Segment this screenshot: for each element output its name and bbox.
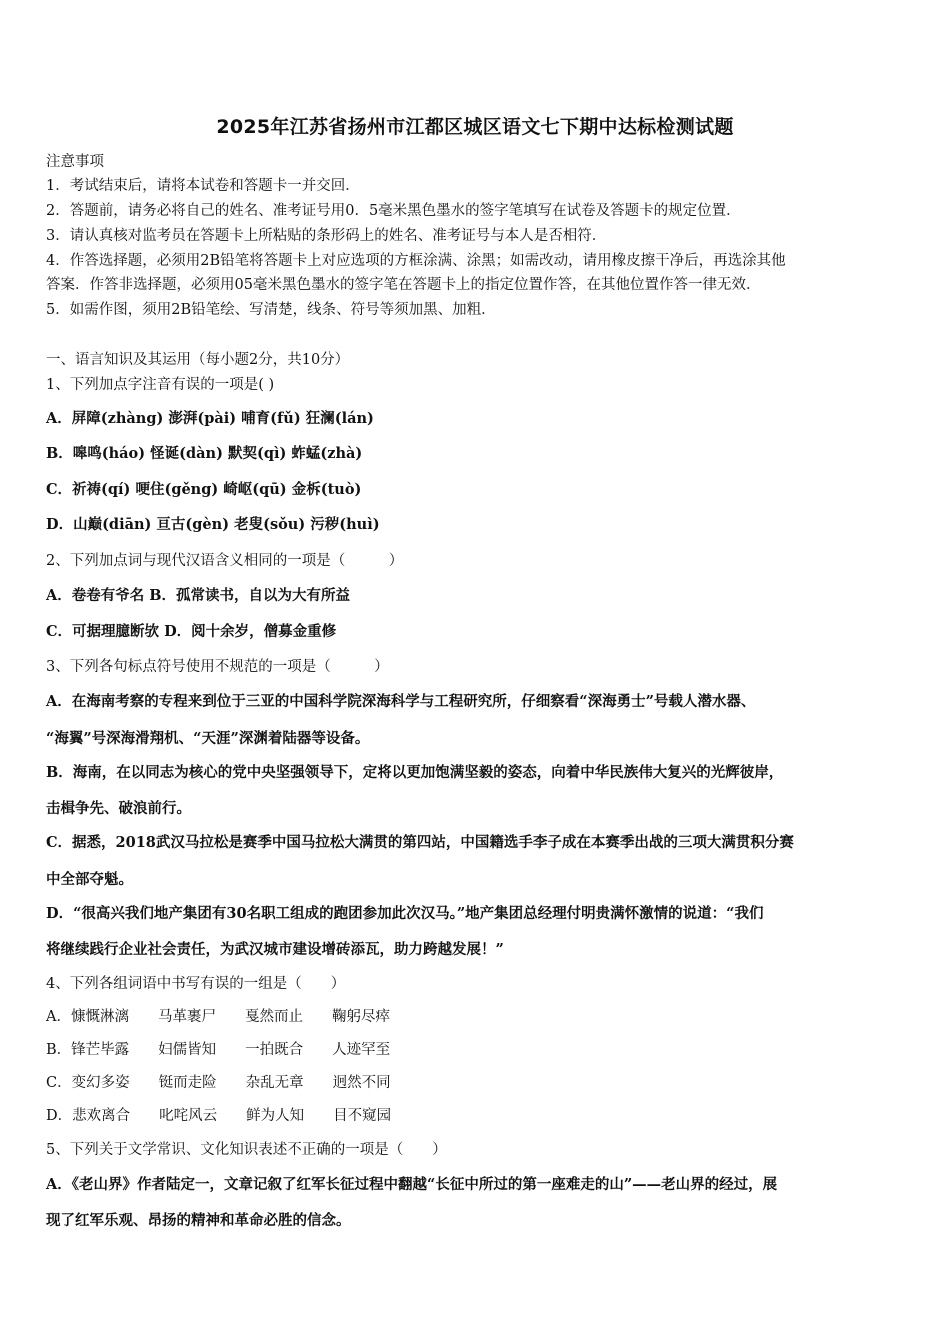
- question-3-option: “海翼”号深海滑翔机、“天涯”深渊着陆器等设备。: [46, 730, 370, 747]
- question-3-option: 击楫争先、破浪前行。: [46, 800, 191, 817]
- question-4-option: A．慷慨淋漓 马革裹尸 戛然而止 鞠躬尽瘁: [46, 1009, 390, 1025]
- note-item: 答案．作答非选择题，必须用05毫米黑色墨水的签字笔在答题卡上的指定位置作答，在其他位置作答一律无效．: [46, 277, 761, 293]
- question-1-option: D．山巅(diān) 亘古(gèn) 老叟(sǒu) 污秽(huì): [46, 516, 380, 533]
- note-item: 4．作答选择题，必须用2B铅笔将答题卡上对应选项的方框涂满、涂黑；如需改动，请用橡皮擦干净后，再选涂其他: [46, 253, 786, 269]
- question-1-stem: 1、下列加点字注音有误的一项是( ): [46, 377, 275, 393]
- question-4-option: C．变幻多姿 铤而走险 杂乱无章 迥然不同: [46, 1075, 391, 1091]
- question-5-option: 现了红军乐观、昂扬的精神和革命必胜的信念。: [46, 1212, 351, 1229]
- question-3-option: C．据悉，2018武汉马拉松是赛季中国马拉松大满贯的第四站，中国籍选手李子成在本赛季出战的三项大满贯积分赛: [46, 834, 794, 851]
- note-item: 5．如需作图，须用2B铅笔绘、写清楚，线条、符号等须加黑、加粗．: [46, 302, 496, 318]
- question-5-option: A．《老山界》作者陆定一，文章记叙了红军长征过程中翻越“长征中所过的第一座难走的山”——老山界的经过，展: [46, 1176, 778, 1193]
- question-4-option: D．悲欢离合 叱咤风云 鲜为人知 目不窥园: [46, 1108, 392, 1124]
- question-1-option: C．祈祷(qí) 哽住(gěng) 崎岖(qū) 金柝(tuò): [46, 481, 362, 498]
- question-3-option: A．在海南考察的专程来到位于三亚的中国科学院深海科学与工程研究所，仔细察看“深海勇士”号载人潜水器、: [46, 693, 756, 710]
- question-2-option: C．可据理臆断欤 D．阅十余岁，僧募金重修: [46, 623, 337, 640]
- page-title: 2025年江苏省扬州市江都区城区语文七下期中达标检测试题: [216, 116, 734, 138]
- note-item: 2．答题前，请务必将自己的姓名、准考证号用0．5毫米黑色墨水的签字笔填写在试卷及答题卡的规定位置．: [46, 203, 741, 219]
- question-3-stem: 3、下列各句标点符号使用不规范的一项是（ ）: [46, 659, 389, 675]
- question-3-option: 中全部夺魁。: [46, 871, 133, 888]
- section-heading: 一、语言知识及其运用（每小题2分，共10分）: [46, 352, 350, 368]
- note-item: 1．考试结束后，请将本试卷和答题卡一并交回．: [46, 178, 360, 194]
- question-4-option: B．锋芒毕露 妇儒皆知 一拍既合 人迹罕至: [46, 1042, 391, 1058]
- question-2-option: A．卷卷有爷名 B．孤常读书，自以为大有所益: [46, 587, 351, 604]
- question-5-stem: 5、下列关于文学常识、文化知识表述不正确的一项是（ ）: [46, 1142, 447, 1158]
- question-1-option: B．嗥鸣(háo) 怪诞(dàn) 默契(qì) 蚱蜢(zhà): [46, 445, 363, 462]
- note-item: 3．请认真核对监考员在答题卡上所粘贴的条形码上的姓名、准考证号与本人是否相符．: [46, 228, 607, 244]
- question-3-option: D．“很高兴我们地产集团有30名职工组成的跑团参加此次汉马。”地产集团总经理付明贵满怀激情的说道：“我们: [46, 905, 764, 922]
- question-4-stem: 4、下列各组词语中书写有误的一组是（ ）: [46, 976, 346, 992]
- question-3-option: B．海南，在以同志为核心的党中央坚强领导下，定将以更加饱满坚毅的姿态，向着中华民族伟大复兴的光辉彼岸，: [46, 764, 784, 781]
- question-1-option: A．屏障(zhàng) 澎湃(pài) 哺育(fǔ) 狂澜(lán): [46, 410, 374, 427]
- notes-heading: 注意事项: [46, 154, 104, 170]
- question-2-stem: 2、下列加点词与现代汉语含义相同的一项是（ ）: [46, 553, 404, 569]
- question-3-option: 将继续践行企业社会责任，为武汉城市建设增砖添瓦，助力跨越发展！”: [46, 941, 504, 958]
